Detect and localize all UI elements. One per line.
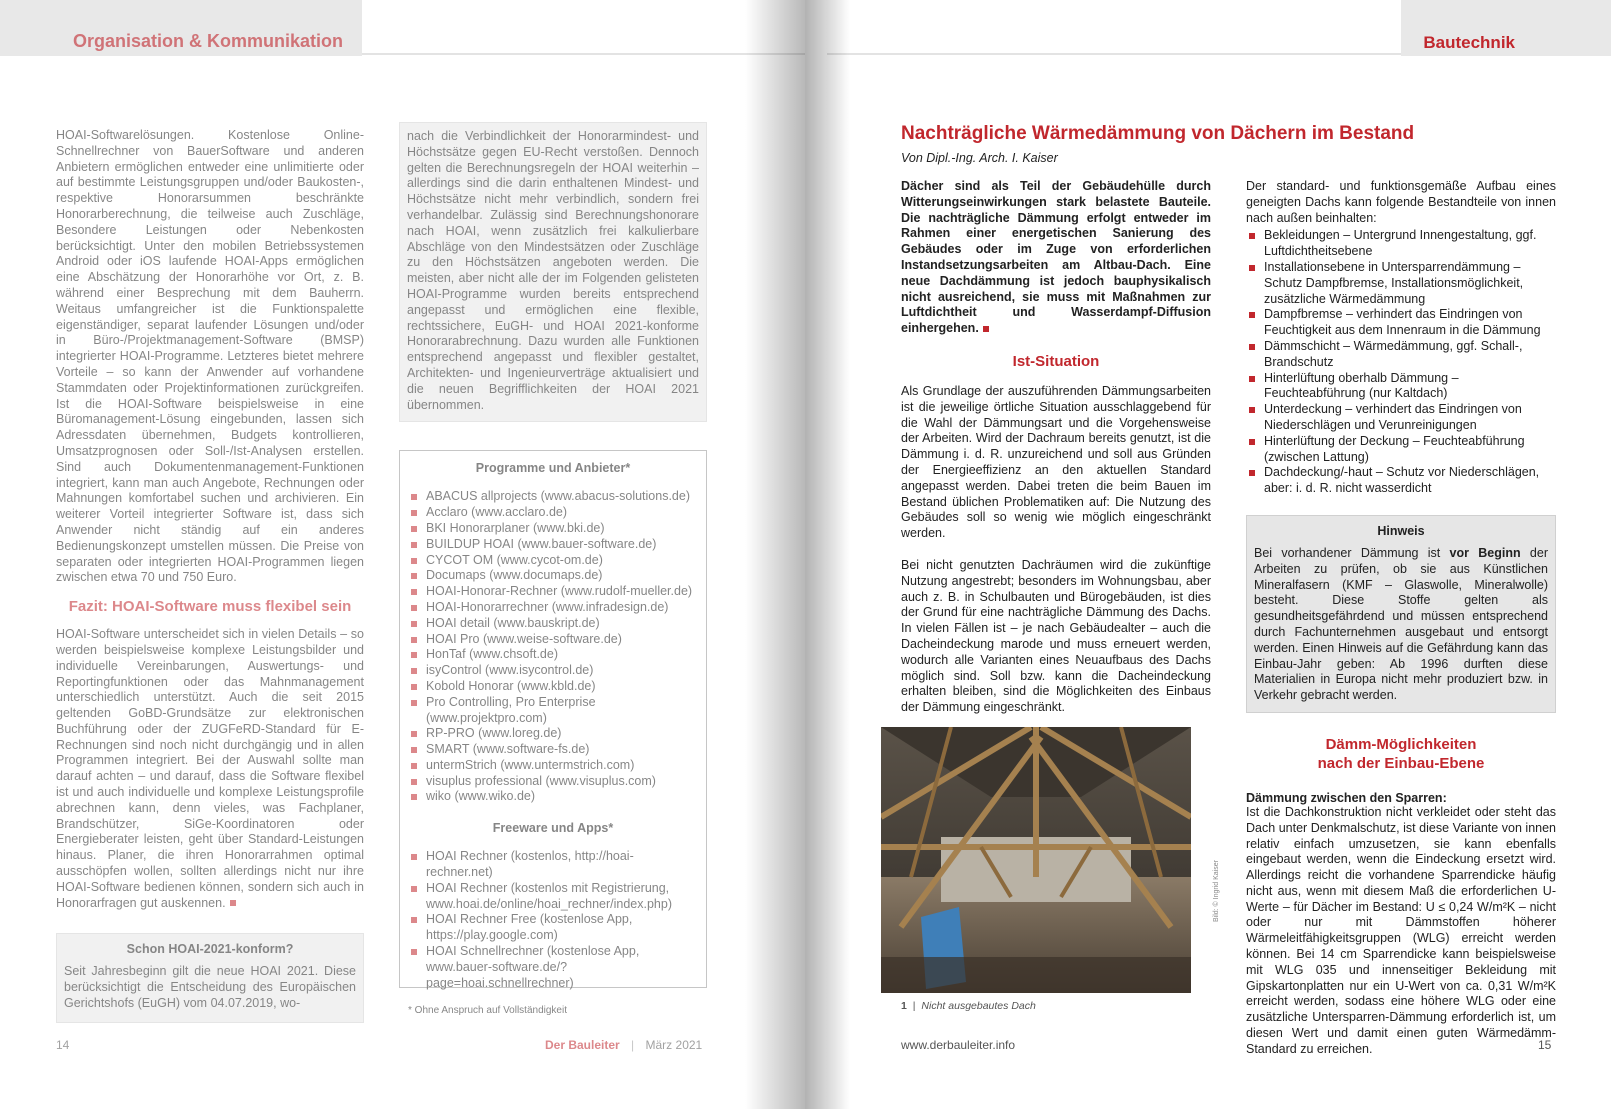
program-list-item: HOAI-Honorarrechner (www.infradesign.de)	[408, 600, 698, 616]
byline: Von Dipl.-Ing. Arch. I. Kaiser	[901, 151, 1058, 165]
program-list-item: Pro Controlling, Pro Enterprise (www.projektpro.com)	[408, 695, 698, 727]
programs-title: Programme und Anbieter*	[475, 461, 631, 476]
freeware-list-item: HOAI Rechner (kostenlos, http://hoai-rechner.net)	[408, 849, 698, 881]
end-mark-icon	[983, 326, 989, 332]
footer-separator: |	[631, 1038, 635, 1052]
magazine-name: Der Bauleiter	[545, 1038, 620, 1052]
note-emphasis: vor Beginn	[1449, 545, 1521, 560]
left-column-2	[399, 122, 707, 1017]
info-box-title: Schon HOAI-2021-konform?	[126, 942, 294, 957]
program-list-item: ABACUS allprojects (www.abacus-solutions.de)	[408, 489, 698, 505]
subheading: Ist-Situation	[1012, 352, 1100, 370]
body-paragraph: Als Grundlage der auszuführenden Dämmungsarbeiten ist die jeweilige örtliche Situation ausschlaggebend für die Wahl der Dämmungsart und die Vorgehensweise der Arbeiten. Wird der Dachraum bereits genutzt, ist die Dämmung i. d. R. unzureichend und soll aus Gründen der Energieeffizienz an den aktuellen Standard angepasst werden. Dabei treten die beim Bauen im Bestand üblichen Problematiken auf: Die Nutzung des Gebäudes soll so wenig wie möglich eingeschränkt werden.	[901, 383, 1211, 541]
caption-number: 1	[901, 1000, 907, 1012]
left-column-1	[56, 128, 364, 1023]
page-number: 15	[1538, 1038, 1552, 1052]
programs-list	[408, 489, 698, 805]
subheading	[1246, 735, 1556, 773]
spine-shadow	[805, 0, 850, 1109]
caption-separator: |	[912, 1000, 916, 1012]
program-list-item: HonTaf (www.chsoft.de)	[408, 647, 698, 663]
photo-caption	[901, 1000, 1036, 1012]
attic-photo	[881, 727, 1191, 993]
freeware-title: Freeware und Apps*	[492, 821, 614, 836]
roof-layer-item: Unterdeckung – verhindert das Eindringen von Niederschlägen und Verunreinigungen	[1246, 402, 1556, 434]
roof-layer-item: Hinterlüftung oberhalb Dämmung – Feuchteabführung (nur Kaltdach)	[1246, 371, 1556, 403]
section-title: Bautechnik	[1423, 33, 1515, 52]
freeware-list	[408, 849, 698, 991]
roof-layer-item: Hinterlüftung der Deckung – Feuchteabführung (zwischen Lattung)	[1246, 434, 1556, 466]
note-box-text	[1254, 546, 1548, 704]
caption-text: Nicht ausgebautes Dach	[921, 1000, 1036, 1012]
magazine-footer	[545, 1038, 702, 1052]
issue-date: März 2021	[645, 1038, 703, 1052]
program-list-item: visuplus professional (www.visuplus.com)	[408, 774, 698, 790]
program-list-item: HOAI-Honorar-Rechner (www.rudolf-mueller.de)	[408, 584, 698, 600]
note-box	[1246, 515, 1556, 713]
program-list-item: BKI Honorarplaner (www.bki.de)	[408, 521, 698, 537]
program-list-item: untermStrich (www.untermstrich.com)	[408, 758, 698, 774]
right-column-1	[901, 179, 1211, 716]
info-box-continued	[399, 122, 707, 422]
program-list-item: RP-PRO (www.loreg.de)	[408, 726, 698, 742]
article-title: Nachträgliche Wärmedämmung von Dächern im Bestand	[901, 123, 1415, 144]
info-box-text: nach die Verbindlichkeit der Honorarmindest- und Höchstsätze gegen EU-Recht verstoßen. Dennoch gelten die Berechnungsregeln der HOAI weiterhin – allerdings sind die darin enthaltenen Mindest- und Höchstsätze nicht mehr verbindlich, sondern frei verhandelbar. Zulässig sind Berechnungshonorare nach HOAI, wenn zusätzlich frei kalkulierbare Abschläge von den Mindestsätzen oder Zuschläge zu den Höchstsätzen angeboten werden. Die meisten, aber nicht alle der im Folgenden gelisteten HOAI-Programme wurden bereits entsprechend angepasst und ermöglichen eine flexible, rechtssichere, EuGH- und HOAI 2021-konforme Honorarabrechnung. Dazu wurden alle Funktionen entsprechend angepasst und flexibler gestaltet, Architekten- und Ingenieurverträge aktualisiert und die neuen Begrifflichkeiten der HOAI 2021 übernommen.	[407, 129, 699, 412]
photo-credit: Bild: © Ingrid Kaiser	[1213, 860, 1220, 922]
program-list-item: SMART (www.software-fs.de)	[408, 742, 698, 758]
body-paragraph: Der standard- und funktionsgemäße Aufbau eines geneigten Dachs kann folgende Bestandteile von innen nach außen beinhalten:	[1246, 179, 1556, 225]
left-page	[0, 0, 805, 1109]
program-list-item: CYCOT OM (www.cycot-om.de)	[408, 553, 698, 569]
body-paragraph: Bei nicht genutzten Dachräumen wird die zukünftige Nutzung angestrebt; besonders im Wohnungsbau, aber auch z. B. in Schulbauten und Bürogebäuden, ist dies der Grund für eine nachträgliche Dämmung des Dachs. In vielen Fällen ist – je nach Gebäudealter – auch die Dacheindeckung marode und muss erneuert werden, wodurch alle Varianten eines Neuaufbaus des Dachs möglich sind. Soll bzw. kann die Dacheindeckung erhalten bleiben, sind die Möglichkeiten des Einbaus der Dämmung eingeschränkt.	[901, 557, 1211, 715]
note-text: der Arbeiten zu prüfen, ob sie aus Künstlichen Mineralfasern (KMF – Glaswolle, Mineralwolle) besteht. Diese Stoffe gelten als gesundheitsgefährdend und müssen entsprechend durch Fachunternehmen ausgebaut und entsorgt werden. Einen Hinweis auf die Gefährdung kann das Einbau-Jahr geben: Ab 1996 durften diese Materialien in Europa nicht mehr produziert bzw. in Verkehr gebracht werden.	[1254, 545, 1548, 703]
footnote: * Ohne Anspruch auf Vollständigkeit	[408, 1005, 567, 1017]
website-footer: www.derbauleiter.info	[901, 1038, 1016, 1052]
note-box-title: Hinweis	[1377, 523, 1425, 538]
end-mark-icon	[230, 900, 236, 906]
lead-text: Dächer sind als Teil der Gebäudehülle durch Witterungseinwirkungen stark belastete Bauteile. Die nachträgliche Dämmung erfolgt entweder im Rahmen einer energetischen Sanierung des Gebäudes oder im Zuge von erforderlichen Instandsetzungsarbeiten am Altbau-Dach. Eine neue Dachdämmung ist jedoch bauphysikalisch nicht ausreichend, sie muss mit Maßnahmen zur Luftdichtheit und Wasserdampf-Diffusion einhergehen.	[901, 179, 1211, 336]
roof-layer-item: Dämmschicht – Wärmedämmung, ggf. Schall-, Brandschutz	[1246, 339, 1556, 371]
subheading: Fazit: HOAI-Software muss flexibel sein	[68, 598, 352, 616]
program-list-item: HOAI detail (www.bauskript.de)	[408, 616, 698, 632]
programs-box	[399, 450, 707, 1017]
right-column-2	[1246, 179, 1556, 1058]
body-paragraph	[56, 627, 364, 911]
roof-layer-item: Bekleidungen – Untergrund Innengestaltung, ggf. Luftdichtheitsebene	[1246, 228, 1556, 260]
note-text: Bei vorhandener Dämmung ist	[1254, 545, 1450, 560]
program-list-item: BUILDUP HOAI (www.bauer-software.de)	[408, 537, 698, 553]
freeware-list-item: HOAI Rechner (kostenlos mit Registrierung, www.hoai.de/online/hoai_rechner/index.php)	[408, 881, 698, 913]
freeware-list-item: HOAI Rechner Free (kostenlose App, https://play.google.com)	[408, 912, 698, 944]
body-paragraph: HOAI-Softwarelösungen. Kostenlose Online-Schnellrechner von BauerSoftware und anderen Anbietern ermöglichen entweder eine unlimitierte oder auf bestimmte Leistungsgruppen und/oder Baukosten-, respektive Honorarsummen beschränkte Honorarberechnung, die teilweise auch Zuschläge, Besondere Leistungen oder Nebenkosten berücksichtigt. Unter den mobilen Betriebssystemen Android oder iOS laufende HOAI-Apps ermöglichen eine Abschätzung der Honorarhöhe vor Ort, z. B. während einer Besprechung mit dem Bauherrn. Weitaus umfangreicher ist die Funktionspalette eigenständiger, separat laufender Lösungen und/oder in Büro-/Projektmanagement-Software (BMSP) integrierter HOAI-Programme. Letzteres bietet mehrere Vorteile – so kann der Anwender auf vorhandene Stammdaten oder Projektinformationen zurückgreifen. Ist die HOAI-Software beispielsweise in eine Büromanagement-Lösung eingebunden, lassen sich Adressdaten übernehmen, Budgets kontrollieren, Umsatzprognosen oder Soll-/Ist-Analysen erstellen. Sind auch Dokumentenmanagement-Funktionen integriert, kann man auch Angebote, Rechnungen oder Mahnungen komfortabel suchen und archivieren. Ein weiterer Vorteil integrierter Software ist, dass sich Anwender nicht ständig auf ein anderes Bedienungskonzept umstellen müssen. Die Preise von separaten oder integrierten HOAI-Programmen liegen zwischen etwa 70 und 750 Euro.	[56, 128, 364, 585]
program-list-item: Kobold Honorar (www.kbld.de)	[408, 679, 698, 695]
article-header	[901, 123, 1461, 165]
sparren-heading: Dämmung zwischen den Sparren:	[1246, 790, 1447, 805]
info-box	[56, 933, 364, 1022]
roof-layer-item: Dachdeckung/-haut – Schutz vor Niederschlägen, aber: i. d. R. nicht wasserdicht	[1246, 465, 1556, 497]
lead-paragraph	[901, 179, 1211, 337]
spine-shadow	[745, 0, 805, 1109]
section-title: Organisation & Kommunikation	[73, 31, 344, 51]
program-list-item: wiko (www.wiko.de)	[408, 789, 698, 805]
body-paragraph: Ist die Dachkonstruktion nicht verkleidet oder steht das Dach unter Denkmalschutz, ist diese Variante von innen relativ einfach umzusetzen, sie kann ebenfalls eingebaut werden, wenn die Eindeckung ersetzt wird. Allerdings reicht die vorhandene Sparrendicke häufig nicht aus, wenn mit diesem Maß die erforderlichen U-Werte – für Dächer im Bestand: U ≤ 0,24 W/m²K – nicht oder nur mit Dämmstoffen höherer Wärmeleitfähigkeitsgruppen (WLG) erreicht werden können. Bei 14 cm Sparrendicke kann beispielsweise mit WLG 035 und innenseitiger Bekleidung mit Gipskartonplatten nur ein U-Wert von ca. 0,31 W/m²K erreicht werden, sodass eine höhere WLG oder eine zusätzliche Untersparren-Dämmung erforderlich ist, um diesen Wert und damit einen guten Wärmedämm-Standard zu erreichen.	[1246, 804, 1556, 1056]
roof-layer-item: Installationsebene in Untersparrendämmung – Schutz Dampfbremse, Installationsmöglichkeit, zusätzliche Wärmedämmung	[1246, 260, 1556, 307]
program-list-item: HOAI Pro (www.weise-software.de)	[408, 632, 698, 648]
freeware-list-item: HOAI Schnellrechner (kostenlose App, www.bauer-software.de/?page=hoai.schnellrechner)	[408, 944, 698, 991]
info-box-text: Seit Jahresbeginn gilt die neue HOAI 2021. Diese berücksichtigt die Entscheidung des Europäischen Gerichtshofs (EuGH) vom 04.07.2019, wo-	[64, 964, 356, 1011]
header-rule	[362, 53, 805, 55]
roof-layers-list	[1246, 228, 1556, 497]
page-number: 14	[56, 1038, 70, 1052]
header-rule	[827, 53, 1410, 55]
roof-layer-item: Dampfbremse – verhindert das Eindringen von Feuchtigkeit aus dem Innenraum in die Dämmung	[1246, 307, 1556, 339]
subheading-line: nach der Einbau-Ebene	[1317, 754, 1485, 772]
body-text: HOAI-Software unterscheidet sich in vielen Details – so werden beispielsweise komplexe Leistungsbilder und individuelle Vereinbarungen, Auswertungs- und Reportingfunktionen oder das Mahnmanagement unterschiedlich unterstützt. Auch die seit 2015 geltenden GoBD-Grundsätze zur elektronischen Buchführung oder der ZUGFeRD-Standard für E-Rechnungen sind noch nicht durchgängig und in allen Programmen integriert. Bei der Auswahl sollte man darauf achten – und darauf, dass die Software flexibel ist und auch individuelle und komplexe Leistungsprofile abrechnen kann, denn vieles, was Fachplaner, Brandschützer, SiGe-Koordinatoren oder Energieberater leisten, geht über Standard-Leistungen hinaus. Planer, die ihren Honorarrahmen optimal ausschöpfen wollen, sollten allerdings nicht nur ihre HOAI-Software bedienen können, sondern sich auch in Honorarfragen gut auskennen.	[56, 627, 364, 910]
program-list-item: isyControl (www.isycontrol.de)	[408, 663, 698, 679]
subheading-line: Dämm-Möglichkeiten	[1325, 735, 1477, 753]
program-list-item: Documaps (www.documaps.de)	[408, 568, 698, 584]
program-list-item: Acclaro (www.acclaro.de)	[408, 505, 698, 521]
